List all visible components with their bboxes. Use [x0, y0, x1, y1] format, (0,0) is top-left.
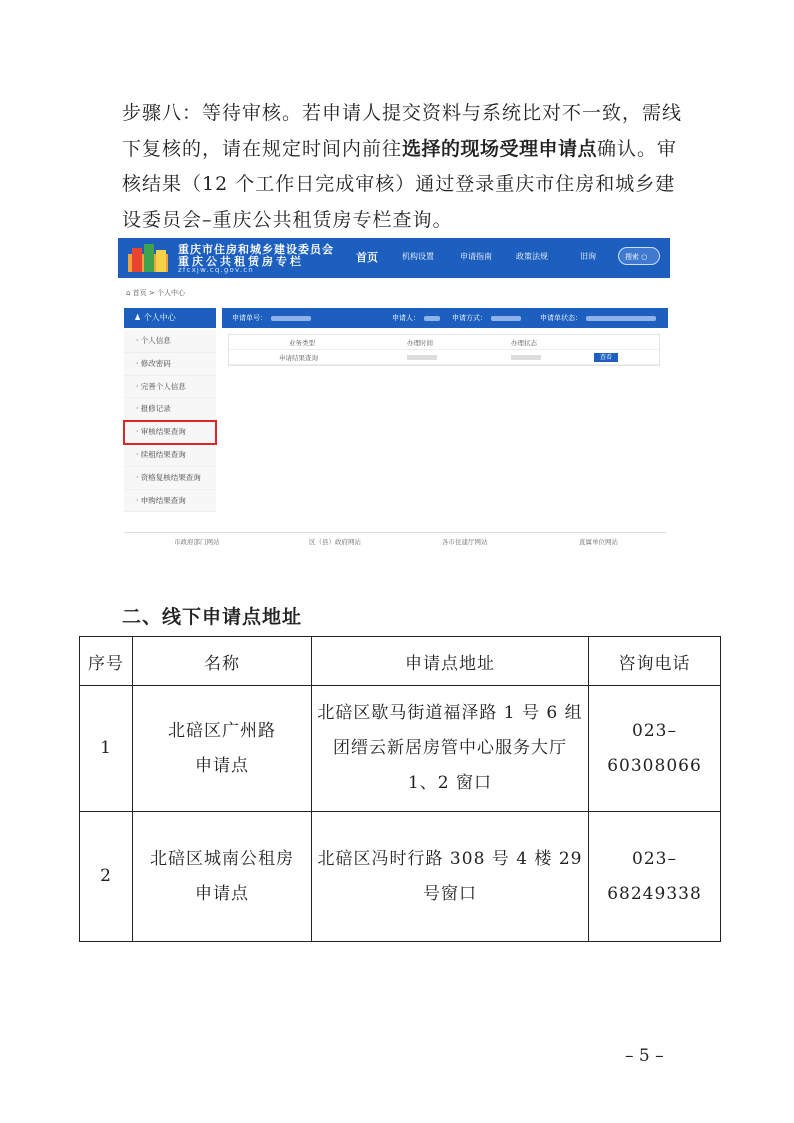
site-banner — [118, 238, 670, 278]
nav-org[interactable]: 机构设置 — [402, 252, 434, 261]
header-phone: 咨询电话 — [589, 637, 721, 686]
name-line: 北碚区城南公租房 — [150, 848, 294, 869]
footer-link[interactable]: 直属单位网站 — [579, 538, 618, 546]
sidebar-item-label: 审核结果查询 — [140, 427, 186, 437]
breadcrumb — [126, 288, 185, 298]
building-logo-icon — [126, 242, 170, 274]
mini-table-row — [229, 350, 659, 365]
address-table — [79, 636, 721, 942]
mini-header-status: 办理状态 — [511, 339, 537, 347]
mini-table-header — [229, 335, 659, 350]
nav-policy[interactable]: 政策法规 — [516, 252, 548, 261]
redacted-value — [407, 355, 437, 360]
sidebar-item-label: 完善个人信息 — [140, 381, 186, 391]
sidebar-item-change-password[interactable]: · 修改密码 — [124, 353, 216, 376]
website-screenshot — [118, 238, 670, 554]
site-title-1: 重庆市住房和城乡建设委员会 — [178, 243, 334, 256]
section-heading: 二、线下申请点地址 — [122, 606, 303, 628]
header-no: 序号 — [80, 637, 133, 686]
home-icon: ⌂ — [126, 289, 133, 297]
view-button[interactable]: 查看 — [594, 353, 618, 362]
site-title-2: 重庆公共租赁房专栏 — [178, 255, 304, 268]
cell-phone: 023–60308066 — [589, 686, 721, 812]
cell-no: 1 — [80, 686, 133, 812]
nav-home[interactable]: 首页 — [356, 251, 378, 264]
breadcrumb-text: 首页 > 个人中心 — [132, 289, 185, 297]
redacted-value — [586, 316, 656, 321]
table-row — [80, 686, 721, 812]
user-icon: ♟ — [134, 313, 144, 322]
cell-address — [312, 686, 589, 812]
address-line: 1、2 窗口 — [407, 773, 493, 793]
result-mini-table — [228, 334, 660, 366]
sidebar-item-complete-info[interactable]: · 完善个人信息 — [124, 376, 216, 399]
address-line: 北碚区冯时行路 308 号 4 楼 29 — [317, 848, 583, 869]
search-label: 搜索 — [625, 253, 639, 261]
sidebar-item-requalification-result[interactable]: · 资格复核结果查询 — [124, 467, 216, 490]
sidebar-item-repair-records[interactable]: · 报修记录 — [124, 398, 216, 421]
table-header-row — [80, 637, 721, 686]
name-line: 申请点 — [195, 883, 249, 904]
site-url: zfcxjw.cq.gov.cn — [178, 266, 254, 274]
cell-address — [312, 812, 589, 942]
application-header — [222, 308, 668, 328]
sidebar-item-label: 资格复核结果查询 — [140, 472, 201, 482]
app-no-label: 申请单号： — [232, 314, 267, 322]
mini-header-type: 业务类型 — [289, 339, 315, 347]
page-number: – 5 – — [625, 1046, 664, 1066]
sidebar-menu — [124, 330, 216, 512]
sidebar-item-review-result[interactable]: · 审核结果查询 — [124, 421, 216, 444]
sidebar-item-label: 修改密码 — [140, 358, 171, 368]
mini-header-time: 办理时间 — [407, 339, 433, 347]
mini-row-type: 申请结果查询 — [279, 354, 318, 362]
sidebar-item-label: 报修记录 — [140, 404, 171, 414]
redacted-value — [511, 355, 541, 360]
table-row — [80, 812, 721, 942]
footer-link[interactable]: 各市住建厅网站 — [442, 538, 488, 546]
sidebar-title-text: 个人中心 — [143, 313, 176, 322]
name-line: 申请点 — [195, 755, 249, 776]
cell-name — [133, 686, 312, 812]
instruction-paragraph — [122, 96, 682, 238]
footer-link[interactable]: 区（县）政府网站 — [309, 538, 361, 546]
method-label: 申请方式： — [452, 314, 487, 322]
address-line: 北碚区歇马街道福泽路 1 号 6 组 — [317, 703, 583, 723]
cell-name — [133, 812, 312, 942]
paragraph-text-2: 确认。审核结果（12 个工作日完成审核）通过登录重庆市住房和城乡建设委员会–重庆公共租赁房专栏查询。 — [122, 137, 678, 231]
redacted-value — [424, 316, 440, 321]
address-line: 团缙云新居房管中心服务大厅 — [333, 738, 567, 758]
name-line: 北碚区广州路 — [168, 720, 276, 741]
nav-guide[interactable]: 申请指南 — [460, 252, 492, 261]
footer-link[interactable]: 市政府部门网站 — [174, 538, 220, 546]
address-line: 号窗口 — [423, 883, 477, 904]
paragraph-text-1: 步骤八：等待审核。若申请人提交资料与系统比对不一致，需线下复核的，请在规定时间内前往 — [122, 102, 683, 160]
sidebar-item-label: 申购结果查询 — [140, 495, 186, 505]
header-address: 申请点地址 — [312, 637, 589, 686]
sidebar-item-renewal-result[interactable]: · 续租结果查询 — [124, 444, 216, 467]
status-label: 申请单状态： — [540, 314, 582, 322]
sidebar-title — [124, 308, 216, 328]
sidebar-item-label: 续租结果查询 — [140, 449, 186, 459]
redacted-value — [271, 316, 311, 321]
applicant-label: 申请人： — [392, 314, 420, 322]
header-name: 名称 — [133, 637, 312, 686]
search-button[interactable] — [618, 247, 660, 265]
sidebar-item-personal-info[interactable]: · 个人信息 — [124, 330, 216, 353]
redacted-value — [491, 316, 521, 321]
nav-query[interactable]: 旧询 — [580, 252, 596, 261]
paragraph-bold-text: 选择的现场受理申请点 — [402, 137, 598, 160]
sidebar-item-purchase-result[interactable]: · 申购结果查询 — [124, 490, 216, 513]
cell-no: 2 — [80, 812, 133, 942]
sidebar-item-label: 个人信息 — [140, 336, 171, 345]
search-icon: ○ — [641, 253, 648, 261]
cell-phone: 023–68249338 — [589, 812, 721, 942]
site-footer-links — [124, 532, 666, 549]
